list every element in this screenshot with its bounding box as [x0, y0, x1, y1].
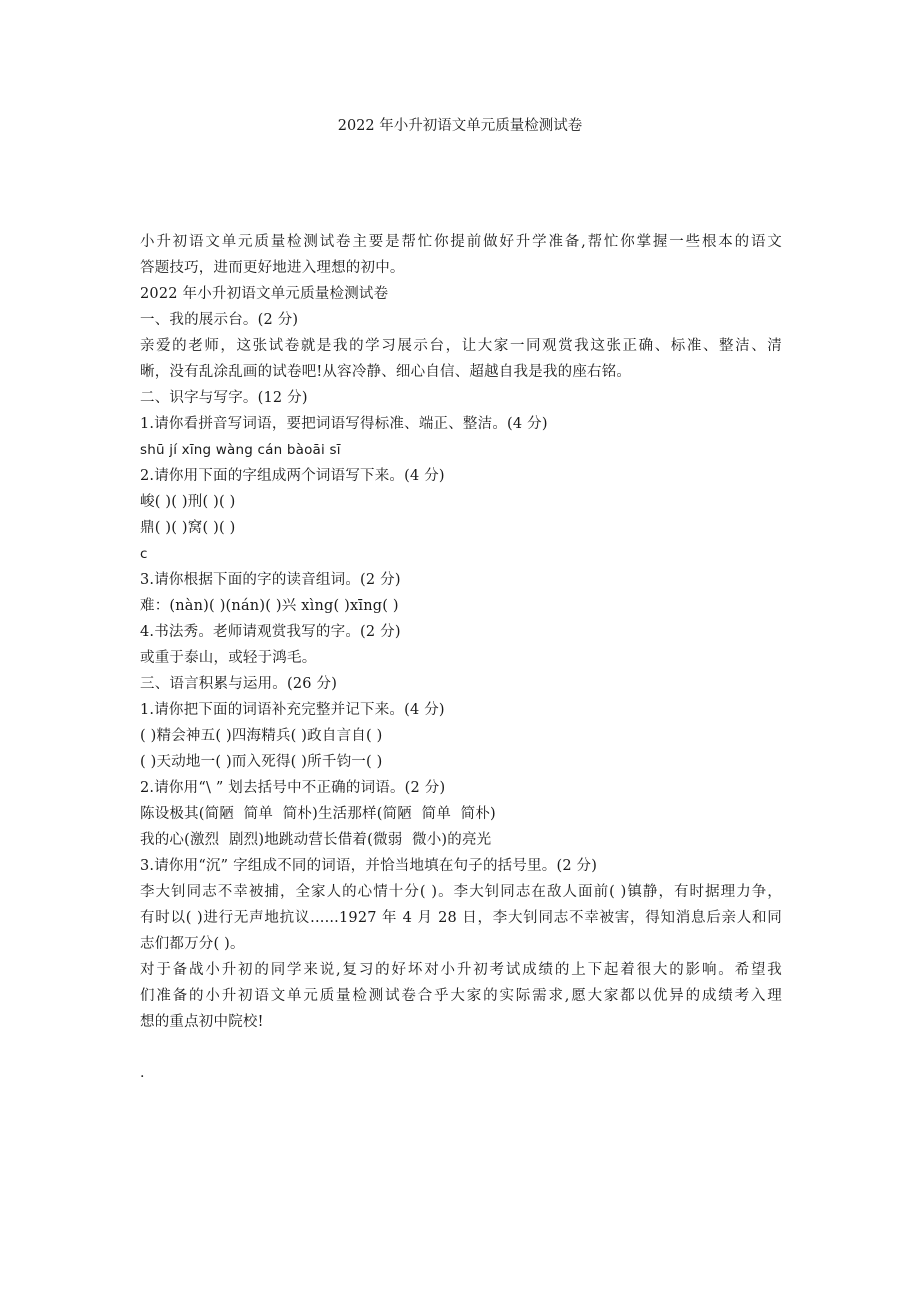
- word-choice-line-2: 我的心(激烈 剧烈)地跳动营长借着(微弱 微小)的亮光: [140, 832, 492, 848]
- closing-line-3: 想的重点初中院校!: [140, 1014, 264, 1030]
- document-title: 2022 年小升初语文单元质量检测试卷: [337, 118, 583, 134]
- idiom-line-2: ( )天动地一( )而入死得( )所千钧一( ): [140, 754, 383, 770]
- intro-line-1: 小升初语文单元质量检测试卷主要是帮忙你提前做好升学准备,帮忙你掌握一些根本的语文: [140, 234, 782, 250]
- section-1-text-1: 亲爱的老师，这张试卷就是我的学习展示台，让大家一同观赏我这张正确、标准、整洁、清: [140, 338, 782, 354]
- question-2-1: 1.请你看拼音写词语，要把词语写得标准、端正、整洁。(4 分): [140, 416, 548, 432]
- stray-letter: c: [140, 546, 148, 562]
- question-2-2: 2.请你用下面的字组成两个词语写下来。(4 分): [140, 468, 445, 484]
- pronunciation-line: 难：(nàn)( )(nán)( )兴 xìng( )xīng( ): [140, 598, 399, 614]
- idiom-line-1: ( )精会神五( )四海精兵( )政自言自( ): [140, 728, 383, 744]
- word-choice-line-1: 陈设极其(简陋 简单 简朴)生活那样(简陋 简单 简朴): [140, 806, 496, 822]
- closing-line-2: 们准备的小升初语文单元质量检测试卷合乎大家的实际需求,愿大家都以优异的成绩考入理: [140, 988, 782, 1004]
- closing-line-1: 对于备战小升初的同学来说,复习的好坏对小升初考试成绩的上下起着很大的影响。希望我: [140, 962, 782, 978]
- story-line-2: 有时以( )进行无声地抗议......1927 年 4 月 28 日，李大钊同志不幸被害，得知消息后亲人和同: [140, 910, 782, 926]
- blank-line-2: 鼎( )( )窝( )( ): [140, 520, 236, 536]
- intro-line-2: 答题技巧，进而更好地进入理想的初中。: [140, 260, 405, 276]
- story-line-3: 志们都万分( )。: [140, 936, 245, 952]
- question-2-4: 4.书法秀。老师请观赏我写的字。(2 分): [140, 624, 401, 640]
- subtitle: 2022 年小升初语文单元质量检测试卷: [140, 286, 389, 302]
- section-2-heading: 二、识字与写字。(12 分): [140, 390, 308, 406]
- section-1-text-2: 晰，没有乱涂乱画的试卷吧!从容冷静、细心自信、超越自我是我的座右铭。: [140, 364, 632, 380]
- question-3-3: 3.请你用“沉” 字组成不同的词语，并恰当地填在句子的括号里。(2 分): [140, 858, 598, 874]
- section-1-heading: 一、我的展示台。(2 分): [140, 312, 299, 328]
- document-body: [140, 229, 782, 1035]
- question-2-3: 3.请你根据下面的字的读音组词。(2 分): [140, 572, 401, 588]
- blank-line-1: 峻( )( )刑( )( ): [140, 494, 236, 510]
- section-3-heading: 三、语言积累与运用。(26 分): [140, 676, 338, 692]
- story-line-1: 李大钊同志不幸被捕，全家人的心情十分( )。李大钊同志在敌人面前( )镇静，有时据理力争，: [140, 884, 782, 900]
- question-3-1: 1.请你把下面的词语补充完整并记下来。(4 分): [140, 702, 445, 718]
- question-3-2: 2.请你用“\ ” 划去括号中不正确的词语。(2 分): [140, 780, 446, 796]
- pinyin-line: shū jí xīng wàng cán bàoāi sī: [140, 442, 341, 458]
- calligraphy-line: 或重于泰山，或轻于鸿毛。: [140, 650, 317, 666]
- trailing-period: .: [140, 1065, 145, 1081]
